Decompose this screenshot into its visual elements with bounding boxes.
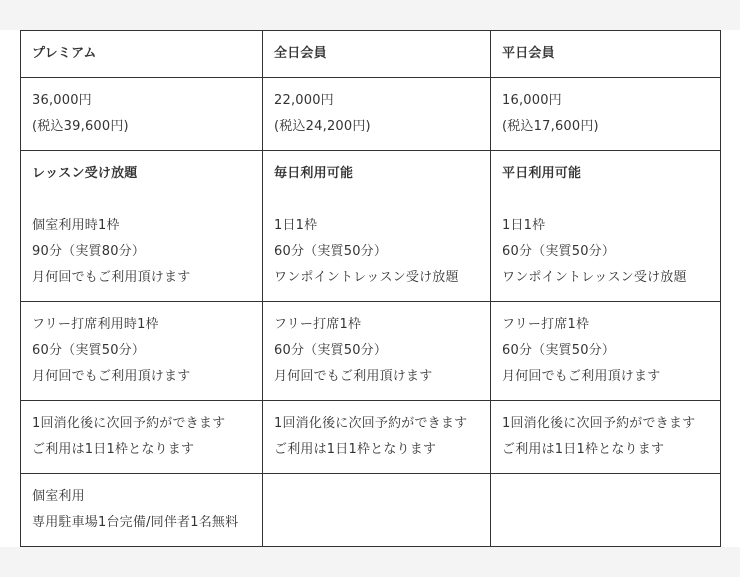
- free-bay-detail: フリー打席1枠: [274, 317, 362, 332]
- price-tax-included: (税込39,600円): [32, 119, 129, 134]
- free-bay-cell: [21, 302, 263, 401]
- extras-detail: 個室利用: [32, 489, 85, 504]
- lesson-detail: 60分（実質50分）: [502, 244, 616, 259]
- plan-name-premium: プレミアム: [21, 31, 263, 78]
- price-cell: [21, 78, 263, 151]
- lesson-title: レッスン受け放題: [32, 166, 138, 181]
- table-row-price: [21, 78, 721, 151]
- lesson-cell: [491, 151, 721, 302]
- table-row-free-bay: [21, 302, 721, 401]
- price-tax-included: (税込24,200円): [274, 119, 371, 134]
- booking-rule: ご利用は1日1枠となります: [274, 442, 437, 457]
- free-bay-detail: 60分（実質50分）: [274, 343, 388, 358]
- booking-cell: [21, 401, 263, 474]
- plan-name-full-day: 全日会員: [263, 31, 491, 78]
- price-cell: [491, 78, 721, 151]
- price-amount: 22,000円: [274, 93, 334, 108]
- lesson-detail: ワンポイントレッスン受け放題: [274, 270, 459, 285]
- price-cell: [263, 78, 491, 151]
- booking-rule: ご利用は1日1枠となります: [502, 442, 665, 457]
- spacer: [502, 187, 710, 213]
- free-bay-detail: 60分（実質50分）: [32, 343, 146, 358]
- free-bay-detail: 月何回でもご利用頂けます: [502, 369, 661, 384]
- plan-name-weekday: 平日会員: [491, 31, 721, 78]
- lesson-cell: [263, 151, 491, 302]
- table-row-extras: [21, 474, 721, 547]
- free-bay-cell: [263, 302, 491, 401]
- lesson-detail: 90分（実質80分）: [32, 244, 146, 259]
- lesson-title: 平日利用可能: [502, 166, 582, 181]
- free-bay-cell: [491, 302, 721, 401]
- spacer: [274, 187, 480, 213]
- price-amount: 16,000円: [502, 93, 562, 108]
- booking-rule: 1回消化後に次回予約ができます: [502, 416, 696, 431]
- table-row-lesson: [21, 151, 721, 302]
- extras-cell-empty: [491, 474, 721, 547]
- membership-plans-table: [20, 30, 721, 547]
- lesson-detail: 個室利用時1枠: [32, 218, 120, 233]
- free-bay-detail: フリー打席1枠: [502, 317, 590, 332]
- booking-rule: 1回消化後に次回予約ができます: [274, 416, 468, 431]
- booking-cell: [263, 401, 491, 474]
- extras-cell: [21, 474, 263, 547]
- price-amount: 36,000円: [32, 93, 92, 108]
- booking-cell: [491, 401, 721, 474]
- booking-rule: ご利用は1日1枠となります: [32, 442, 195, 457]
- extras-cell-empty: [263, 474, 491, 547]
- lesson-cell: [21, 151, 263, 302]
- free-bay-detail: フリー打席利用時1枠: [32, 317, 159, 332]
- extras-detail: 専用駐車場1台完備/同伴者1名無料: [32, 515, 239, 530]
- booking-rule: 1回消化後に次回予約ができます: [32, 416, 226, 431]
- lesson-title: 毎日利用可能: [274, 166, 354, 181]
- free-bay-detail: 月何回でもご利用頂けます: [274, 369, 433, 384]
- free-bay-detail: 60分（実質50分）: [502, 343, 616, 358]
- price-tax-included: (税込17,600円): [502, 119, 599, 134]
- lesson-detail: 60分（実質50分）: [274, 244, 388, 259]
- table-row-booking: [21, 401, 721, 474]
- table-row-header: [21, 31, 721, 78]
- lesson-detail: 1日1枠: [274, 218, 318, 233]
- lesson-detail: ワンポイントレッスン受け放題: [502, 270, 687, 285]
- spacer: [32, 187, 252, 213]
- lesson-detail: 月何回でもご利用頂けます: [32, 270, 191, 285]
- free-bay-detail: 月何回でもご利用頂けます: [32, 369, 191, 384]
- lesson-detail: 1日1枠: [502, 218, 546, 233]
